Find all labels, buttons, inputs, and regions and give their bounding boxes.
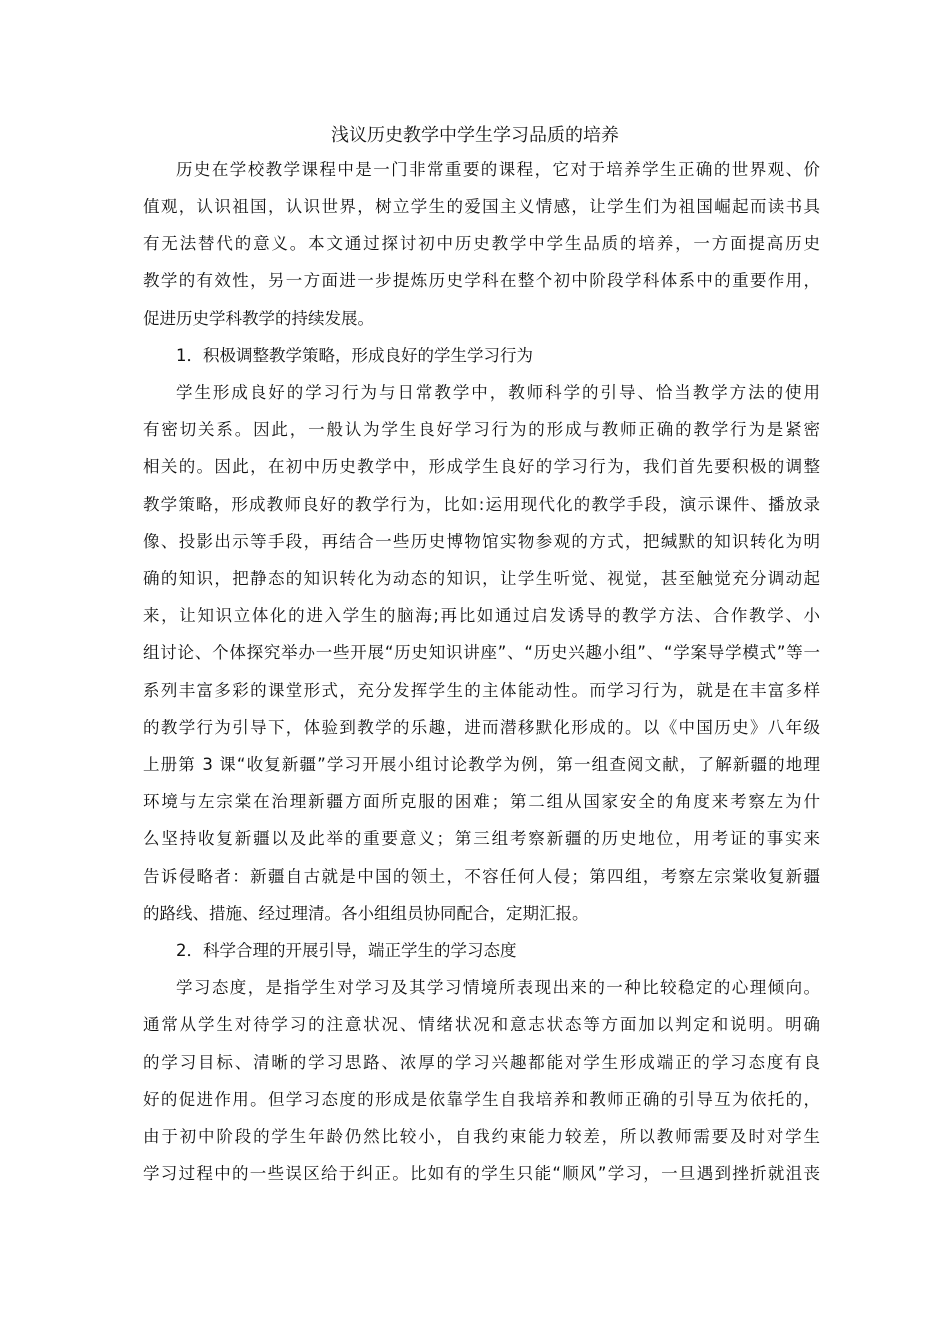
body-line: 告诉侵略者：新疆自古就是中国的领土，不容任何人侵；第四组，考察左宗棠收复新疆 [143,867,820,886]
section-heading-1: 1．积极调整教学策略，形成良好的学生学习行为 [176,346,533,365]
intro-line: 有无法替代的意义。本文通过探讨初中历史教学中学生品质的培养，一方面提高历史 [143,234,820,253]
intro-line: 历史在学校教学课程中是一门非常重要的课程，它对于培养学生正确的世界观、价 [176,160,820,179]
body-line: 的学习目标、清晰的学习思路、浓厚的学习兴趣都能对学生形成端正的学习态度有良 [143,1053,820,1072]
body-line: 环境与左宗棠在治理新疆方面所克服的困难；第二组从国家安全的角度来考察左为什 [143,792,820,811]
body-line: 由于初中阶段的学生年龄仍然比较小，自我约束能力较差，所以教师需要及时对学生 [143,1127,820,1146]
body-line: 组讨论、个体探究举办一些开展“历史知识讲座”、“历史兴趣小组”、“学案导学模式”等一 [143,643,820,662]
body-line: 上册第 3 课“收复新疆”学习开展小组讨论教学为例，第一组查阅文献，了解新疆的地理 [143,755,820,774]
body-line: 确的知识，把静态的知识转化为动态的知识，让学生听觉、视觉，甚至触觉充分调动起 [143,569,820,588]
body-line: 像、投影出示等手段，再结合一些历史博物馆实物参观的方式，把缄默的知识转化为明 [143,532,820,551]
intro-line: 教学的有效性，另一方面进一步提炼历史学科在整个初中阶段学科体系中的重要作用， [143,271,820,290]
document-title: 浅议历史教学中学生学习品质的培养 [331,125,619,146]
body-line: 有密切关系。因此，一般认为学生良好学习行为的形成与教师正确的教学行为是紧密 [143,420,820,439]
body-line: 教学策略，形成教师良好的教学行为，比如:运用现代化的教学手段，演示课件、播放录 [143,495,820,514]
intro-line: 促进历史学科教学的持续发展。 [143,309,374,328]
body-line: 系列丰富多彩的课堂形式，充分发挥学生的主体能动性。而学习行为，就是在丰富多样 [143,681,820,700]
body-line: 通常从学生对待学习的注意状况、情绪状况和意志状态等方面加以判定和说明。明确 [143,1015,820,1034]
body-line: 好的促进作用。但学习态度的形成是依靠学生自我培养和教师正确的引导互为依托的， [143,1090,820,1109]
body-line: 学生形成良好的学习行为与日常教学中，教师科学的引导、恰当教学方法的使用 [176,383,820,402]
intro-line: 值观，认识祖国，认识世界，树立学生的爱国主义情感，让学生们为祖国崛起而读书具 [143,197,820,216]
body-line: 的教学行为引导下，体验到教学的乐趣，进而潜移默化形成的。以《中国历史》八年级 [143,718,820,737]
body-line: 相关的。因此，在初中历史教学中，形成学生良好的学习行为，我们首先要积极的调整 [143,457,820,476]
body-line: 学习态度，是指学生对学习及其学习情境所表现出来的一种比较稳定的心理倾向。 [176,978,820,997]
section-heading-2: 2．科学合理的开展引导，端正学生的学习态度 [176,941,517,960]
body-line: 的路线、措施、经过理清。各小组组员协同配合，定期汇报。 [143,904,589,923]
body-line: 学习过程中的一些误区给于纠正。比如有的学生只能“顺风”学习，一旦遇到挫折就沮丧 [143,1164,820,1183]
body-line: 么坚持收复新疆以及此举的重要意义；第三组考察新疆的历史地位，用考证的事实来 [143,829,820,848]
body-line: 来，让知识立体化的进入学生的脑海;再比如通过启发诱导的教学方法、合作教学、小 [143,606,820,625]
